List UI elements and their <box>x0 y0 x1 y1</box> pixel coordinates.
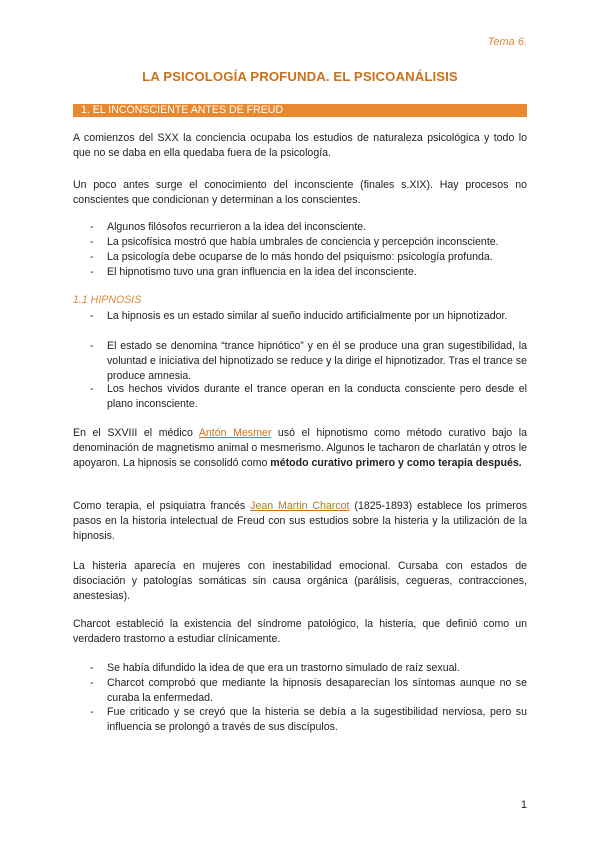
section-heading: 1. EL INCONSCIENTE ANTES DE FREUD <box>73 104 527 117</box>
chapter-label: Tema 6. <box>487 36 527 48</box>
list-bullet: - <box>90 251 94 263</box>
list-bullet: - <box>90 266 94 278</box>
list-bullet: - <box>90 662 94 674</box>
list-item: La psicología debe ocuparse de lo más hondo del psiquismo: psicología profunda. <box>107 251 493 263</box>
list-bullet: - <box>90 383 94 395</box>
paragraph-6: Charcot estableció la existencia del síndrome patológico, la histeria, que definió como un verdadero trastorno a estudiar clínicamente. <box>73 618 527 646</box>
paragraph-5: La histeria aparecía en mujeres con inestabilidad emocional. Cursaba con estados de disociación y patologías somáticas sin causa orgánica (parálisis, cegueras, contracciones, anestesias). <box>73 560 527 603</box>
list-item: La psicofísica mostró que había umbrales de conciencia y percepción inconsciente. <box>107 236 499 248</box>
subsection-heading: 1.1 HIPNOSIS <box>73 294 142 306</box>
list-item: El hipnotismo tuvo una gran influencia en la idea del inconsciente. <box>107 266 417 278</box>
paragraph-4-text-a: Como terapia, el psiquiatra francés <box>73 500 251 512</box>
list-bullet: - <box>90 310 94 322</box>
list-bullet: - <box>90 221 94 233</box>
paragraph-1: A comienzos del SXX la conciencia ocupaba los estudios de naturaleza psicológica y todo lo que no se daba en ella quedaba fuera de la psicología. <box>73 132 527 160</box>
page-number: 1 <box>520 799 527 811</box>
list-item: Charcot comprobó que mediante la hipnosis desaparecían los síntomas aunque no se curaba la enfermedad. <box>107 677 527 705</box>
list-bullet: - <box>90 340 94 352</box>
list-item: Se había difundido la idea de que era un trastorno simulado de raíz sexual. <box>107 662 460 674</box>
paragraph-4-text-b: (1825-1893) establece los primeros pasos en la historia intelectual de Freud con sus estudios sobre la histeria y la utilización de la hipnosis. <box>73 500 528 543</box>
paragraph-3-text-b: usó el hipnotismo como método curativo bajo la denominación de magnetismo animal o mesmerismo. Algunos le tacharon de charlatán y otros le apoyaron. La hipnosis se consolidó como <box>73 427 528 470</box>
paragraph-3-bold: método curativo primero y como terapia después. <box>270 457 522 470</box>
list-item: La hipnosis es un estado similar al sueño inducido artificialmente por un hipnotizador. <box>107 310 508 322</box>
list-bullet: - <box>90 706 94 718</box>
paragraph-4 <box>73 499 527 545</box>
list-item: Los hechos vividos durante el trance operan en la conducta consciente pero desde el plano inconsciente. <box>107 383 527 411</box>
page-title: LA PSICOLOGÍA PROFUNDA. EL PSICOANÁLISIS <box>142 69 458 84</box>
mesmer-link[interactable]: Antón Mesmer <box>198 427 272 439</box>
paragraph-3 <box>73 426 527 472</box>
paragraph-2: Un poco antes surge el conocimiento del inconsciente (finales s.XIX). Hay procesos no conscientes que condicionan y determinan a los conscientes. <box>73 179 527 207</box>
charcot-link[interactable]: Jean Martin Charcot <box>250 500 350 512</box>
list-item: Fue criticado y se creyó que la histeria se debía a la sugestibilidad nerviosa, pero su influencia se prolongó a través de sus discípulos. <box>107 706 527 734</box>
list-item: El estado se denomina “trance hipnótico” y en él se produce una gran sugestibilidad, la voluntad e iniciativa del hipnotizado se reduce y la dirige el hipnotizador. Tras el trance se produce amnesia. <box>107 340 527 383</box>
list-bullet: - <box>90 236 94 248</box>
list-item: Algunos filósofos recurrieron a la idea del inconsciente. <box>107 221 367 233</box>
paragraph-3-text-a: En el SXVIII el médico <box>73 427 199 439</box>
list-bullet: - <box>90 677 94 689</box>
